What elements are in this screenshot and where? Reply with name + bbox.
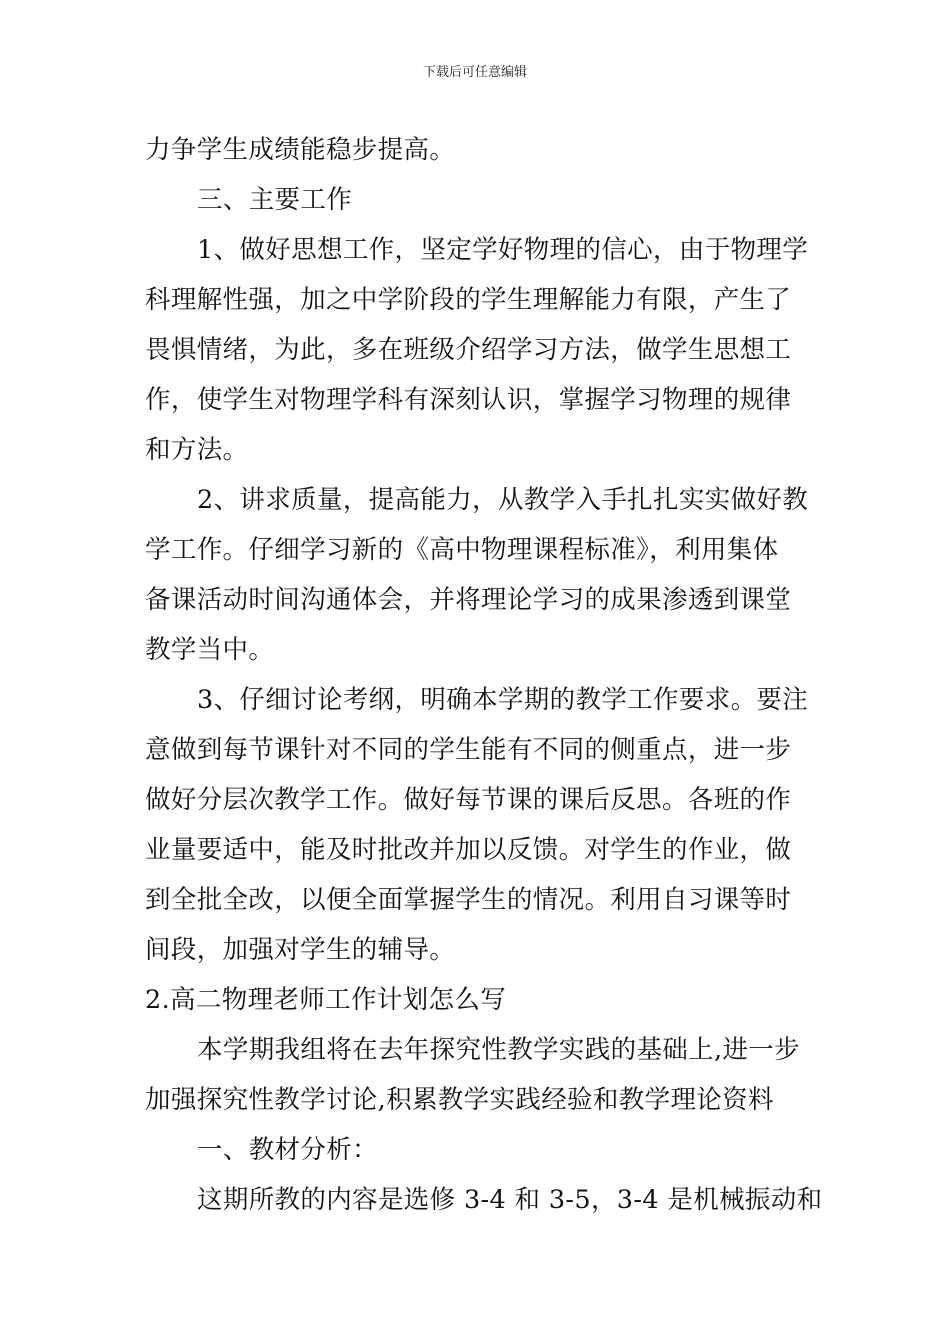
text-line: 2、讲求质量，提高能力，从教学入手扎扎实实做好教	[197, 485, 809, 515]
text-line: 到全批全改，以便全面掌握学生的情况。利用自习课等时	[145, 885, 792, 915]
section-heading: 三、主要工作	[197, 185, 353, 215]
text-line: 间段，加强对学生的辅导。	[145, 935, 456, 965]
text-line: 学工作。仔细学习新的《高中物理课程标准》，利用集体	[145, 535, 779, 565]
text-line: 做好分层次教学工作。做好每节课的课后反思。各班的作	[145, 785, 792, 815]
text-line: 意做到每节课针对不同的学生能有不同的侧重点，进一步	[145, 735, 792, 765]
text-line: 畏惧情绪，为此，多在班级介绍学习方法，做学生思想工	[145, 335, 792, 365]
text-line: 1、做好思想工作，坚定学好物理的信心，由于物理学	[197, 235, 809, 265]
text-line: 这期所教的内容是选修 3-4 和 3-5，3-4 是机械振动和	[197, 1185, 823, 1215]
text-line: 备课活动时间沟通体会，并将理论学习的成果渗透到课堂	[145, 585, 792, 615]
section-heading: 一、教材分析：	[197, 1135, 378, 1165]
text-line: 力争学生成绩能稳步提高。	[145, 135, 456, 165]
text-line: 3、仔细讨论考纲，明确本学期的教学工作要求。要注	[197, 685, 809, 715]
text-line: 和方法。	[145, 435, 249, 465]
document-body	[145, 125, 823, 1225]
text-line: 业量要适中，能及时批改并加以反馈。对学生的作业，做	[145, 835, 792, 865]
text-line: 作，使学生对物理学科有深刻认识，掌握学习物理的规律	[145, 385, 792, 415]
text-line: 加强探究性教学讨论,积累教学实践经验和教学理论资料	[145, 1085, 774, 1115]
text-line: 科理解性强，加之中学阶段的学生理解能力有限，产生了	[145, 285, 792, 315]
page-header: 下载后可任意编辑	[422, 65, 527, 80]
text-line: 本学期我组将在去年探究性教学实践的基础上,进一步	[197, 1035, 801, 1065]
text-line: 教学当中。	[145, 635, 275, 665]
section-title: 2.高二物理老师工作计划怎么写	[145, 985, 507, 1015]
